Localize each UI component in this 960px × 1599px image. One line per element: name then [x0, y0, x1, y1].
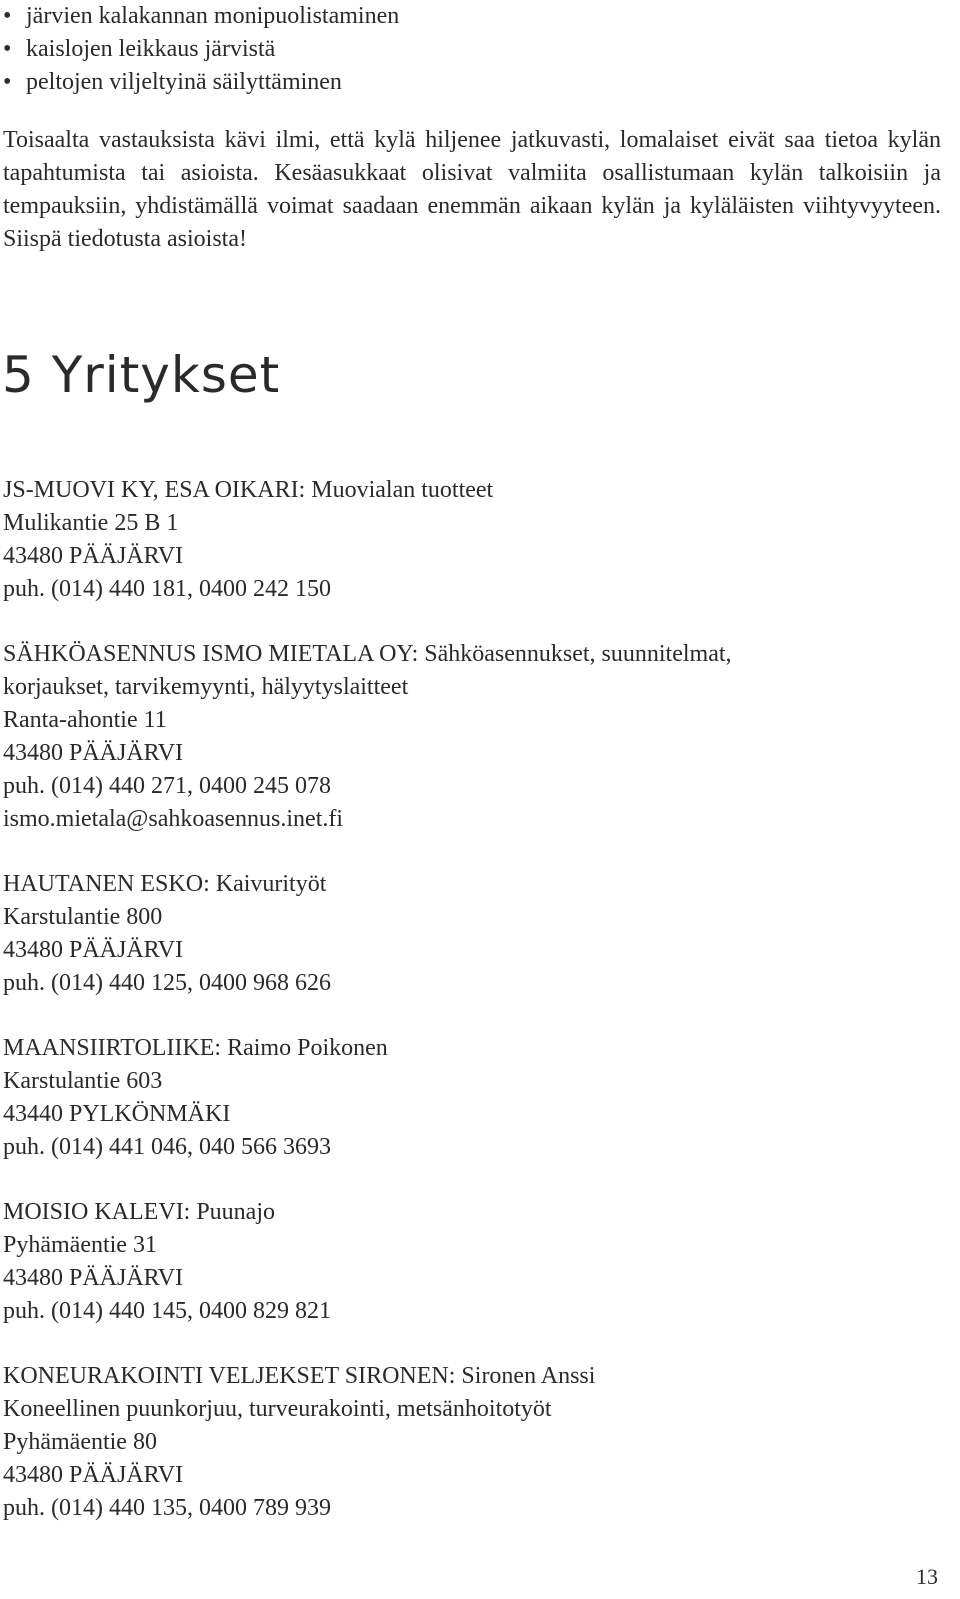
company-postal-line: 43480 PÄÄJÄRVI	[3, 1462, 184, 1488]
company-name-line: HAUTANEN ESKO: Kaivurityöt	[3, 871, 327, 897]
bullet-item: • järvien kalakannan monipuolistaminen	[3, 0, 399, 33]
company-phone-line: puh. (014) 440 125, 0400 968 626	[3, 970, 331, 996]
company-entry	[3, 868, 933, 1000]
company-phone-line: puh. (014) 440 135, 0400 789 939	[3, 1495, 331, 1521]
company-email-line: ismo.mietala@sahkoasennus.inet.fi	[3, 806, 344, 832]
company-phone-line: puh. (014) 440 145, 0400 829 821	[3, 1298, 331, 1324]
company-entry	[3, 474, 933, 606]
company-entry	[3, 638, 933, 836]
company-postal-line: 43480 PÄÄJÄRVI	[3, 740, 184, 766]
bullet-item: • kaislojen leikkaus järvistä	[3, 33, 399, 66]
company-name-line: SÄHKÖASENNUS ISMO MIETALA OY: Sähköasennukset, suunnitelmat,	[3, 641, 732, 667]
company-address-line: Mulikantie 25 B 1	[3, 510, 179, 536]
company-postal-line: 43480 PÄÄJÄRVI	[3, 1265, 184, 1291]
company-name-line: MOISIO KALEVI: Puunajo	[3, 1199, 275, 1225]
company-address-line: Pyhämäentie 31	[3, 1232, 157, 1258]
company-phone-line: puh. (014) 440 181, 0400 242 150	[3, 576, 331, 602]
bullet-item: • peltojen viljeltyinä säilyttäminen	[3, 66, 399, 99]
bullet-list	[3, 0, 399, 99]
company-postal-line: 43480 PÄÄJÄRVI	[3, 543, 184, 569]
company-name-line: JS-MUOVI KY, ESA OIKARI: Muovialan tuotteet	[3, 477, 494, 503]
company-name-line: MAANSIIRTOLIIKE: Raimo Poikonen	[3, 1035, 388, 1061]
company-address-line: Karstulantie 800	[3, 904, 163, 930]
company-entry	[3, 1360, 933, 1525]
intro-paragraph: Toisaalta vastauksista kävi ilmi, että kylä hiljenee jatkuvasti, lomalaiset eivät saa tietoa kylän tapahtumista tai asioista. Kesäasukkaat olisivat valmiita osallistumaan kylän talkoisiin ja tempauksiin, yhdistämällä voimat saadaan enemmän aikaan kylän ja kyläläisten viihtyvyyteen. Siispä tiedotusta asioista!	[3, 127, 941, 252]
company-phone-line: puh. (014) 440 271, 0400 245 078	[3, 773, 331, 799]
company-phone-line: puh. (014) 441 046, 040 566 3693	[3, 1134, 331, 1160]
page-number: 13	[916, 1564, 938, 1589]
company-address-line: Pyhämäentie 80	[3, 1429, 157, 1455]
company-services-line: Koneellinen puunkorjuu, turveurakointi, metsänhoitotyöt	[3, 1396, 552, 1422]
section-heading: 5 Yritykset	[2, 346, 281, 404]
company-postal-line: 43480 PÄÄJÄRVI	[3, 937, 184, 963]
company-list	[3, 474, 933, 1557]
company-entry	[3, 1032, 933, 1164]
company-services-line: korjaukset, tarvikemyynti, hälyytyslaitteet	[3, 674, 409, 700]
company-address-line: Karstulantie 603	[3, 1068, 163, 1094]
company-name-line: KONEURAKOINTI VELJEKSET SIRONEN: Sironen Anssi	[3, 1363, 596, 1389]
company-address-line: Ranta-ahontie 11	[3, 707, 167, 733]
company-entry	[3, 1196, 933, 1328]
company-postal-line: 43440 PYLKÖNMÄKI	[3, 1101, 231, 1127]
